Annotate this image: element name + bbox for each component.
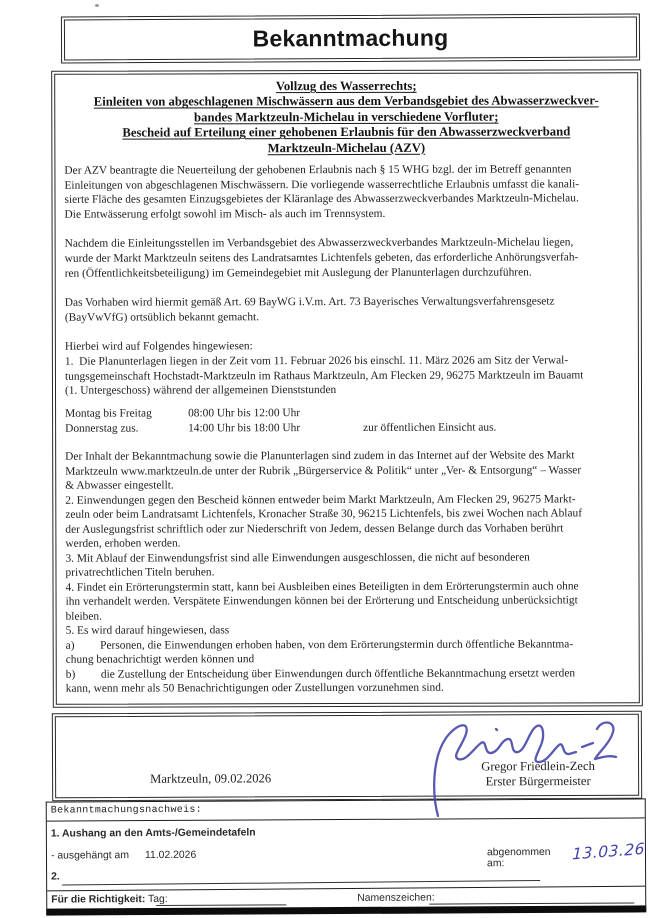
notice-body-box xyxy=(51,69,643,708)
namenszeichen-label: Namenszeichen: xyxy=(357,892,435,904)
signature-box xyxy=(52,711,642,802)
removed-row xyxy=(486,839,646,870)
posting-item-2: 2. xyxy=(51,871,60,883)
removed-date-handwritten: 13.03.26 xyxy=(571,839,646,864)
day-label: Tag: xyxy=(145,893,168,906)
correctness-row xyxy=(51,891,639,908)
blank-line xyxy=(429,902,634,904)
scan-speck xyxy=(95,4,99,7)
posting-item-1: 1. Aushang an den Amts-/Gemeindetafeln xyxy=(50,827,256,840)
divider-line xyxy=(47,886,645,892)
title-box xyxy=(61,13,640,63)
signer-role: Erster Bürgermeister xyxy=(485,774,591,789)
blank-line xyxy=(62,880,540,886)
posted-date: 11.02.2026 xyxy=(144,849,197,862)
place-date: Marktzeuln, 09.02.2026 xyxy=(150,771,272,786)
posting-record-title: Bekanntmachungsnachweis: xyxy=(50,804,203,817)
schedule-hours: 08:00 Uhr bis 12:00 Uhr xyxy=(188,406,301,420)
paragraph-hearing: Nachdem die Einleitungsstellen im Verbandsgebiet des Abwasserzweckverbandes Marktzeuln-Michelau liegen, wurde der Markt Marktzeuln seitens des Landratsamtes Lichtenfels gebeten, das erforderliche Anhörungsverfah- ren (Öffentlichkeitsbeteiligung) im Gemeindegebiet mit Auslegung der Planunterlagen durchzuführen. xyxy=(64,236,579,280)
document-title: Bekanntmachung xyxy=(252,24,449,52)
divider-line xyxy=(47,817,645,821)
paragraph-plan-display: Hierbei wird auf Folgendes hingewiesen: 1. Die Planunterlagen liegen in der Zeit vom 11. Februar 2026 bis einschl. 11. März 2026 am Sitz der Verwal- tungsgemeinschaft Hochstadt-Marktzeuln im Rathaus Marktzeuln, Am Flecken 29, 96275 Marktzeuln im Bauamt (1. Untergeschoss) während der allgemeinen Dienststunden xyxy=(64,340,584,397)
schedule-days: Montag bis Freitag xyxy=(65,407,152,420)
schedule-hours: 14:00 Uhr bis 18:00 Uhr xyxy=(188,421,301,434)
posted-label: - ausgehängt am xyxy=(50,850,130,862)
paragraph-objections-and-notes: Der Inhalt der Bekanntmachung sowie die Planunterlagen sind zudem in das Internet auf der Website des Markt Marktzeuln www.marktzeuln.de unter der Rubrik „Bürgerservice & Politik“ unter „Ver- & Entsorgung“ – Wasser & Abwasser eingestellt. 2. Einwendungen gegen den Bescheid können entweder beim Markt Marktzeuln, Am Flecken 29, 96275 Markt- zeuln oder beim Landratsamt Lichtenfels, Kronacher Straße 30, 96215 Lichtenfels, bis zwei Wochen nach Ablauf der Auslegungsfrist schriftlich oder zur Niederschrift von Jedem, dessen Belange durch das Vorhaben berührt werden, erhoben werden. 3. Mit Ablauf der Einwendungsfrist sind alle Einwendungen ausgeschlossen, die nicht auf besonderen privatrechtlichen Titeln beruhen. 4. Findet ein Erörterungstermin statt, kann bei Ausbleiben eines Beteiligten in dem Erörterungstermin auch ohne ihn verhandelt werden. Verspätete Einwendungen können bei der Erörterung und Entscheidung unberücksichtigt bleiben. 5. Es wird darauf hingewiesen, dass a) Personen, die Einwendungen erhoben haben, von dem Erörterungstermin durch öffentliche Bekanntma- chung benachrichtigt werden können und b) die Zustellung der Entscheidung über Einwendungen durch öffentliche Bekanntmachung ersetzt werden kann, wenn mehr als 50 Benachrichtigungen oder Zustellungen vorzunehmen sind. xyxy=(65,449,583,696)
schedule-days: Donnerstag zus. xyxy=(65,422,139,435)
schedule-row xyxy=(65,420,629,436)
opening-hours-table xyxy=(65,405,629,436)
schedule-row xyxy=(65,405,629,421)
removed-label: abgenommen am: xyxy=(486,846,551,870)
paragraph-legal-basis: Das Vorhaben wird hiermit gemäß Art. 69 BayWG i.V.m. Art. 73 Bayerisches Verwaltungsverfahrensgesetz (BayVwVfG) ortsüblich bekannt gemacht. xyxy=(64,295,555,324)
blank-line xyxy=(156,904,286,906)
schedule-note: zur öffentlichen Einsicht aus. xyxy=(363,421,497,434)
posting-record-box xyxy=(46,798,647,915)
posted-row xyxy=(51,850,196,862)
paragraph-application: Der AZV beantragte die Neuerteilung der gehobenen Erlaubnis nach § 15 WHG bzgl. der im Betreff genannten Einleitungen von abgeschlagenen Mischwässern. Die vorliegende wasserrechtliche Erlaubnis umfasst die kanali- sierte Fläche des gesamten Einzugsgebietes der Kläranlage des Abwasserzweckverbandes Marktzeuln-Michelau. Die Entwässerung erfolgt sowohl im Misch- als auch im Trennsystem. xyxy=(64,163,580,221)
correctness-label: Für die Richtigkeit: xyxy=(51,894,146,906)
signer-name: Gregor Friedlein-Zech xyxy=(481,758,595,774)
signer-block xyxy=(456,759,620,790)
notice-subject-heading: Vollzug des Wasserrechts; Einleiten von abgeschlagenen Mischwässern aus dem Verbandsgebiet des Abwasserzweckver- bandes Marktzeuln-Michelau in verschiedene Vorfluter; Bescheid auf Erteilung einer gehobenen Erlaubnis für den Abwasserzweckverband Marktzeuln-Michelau (AZV) xyxy=(93,78,599,155)
